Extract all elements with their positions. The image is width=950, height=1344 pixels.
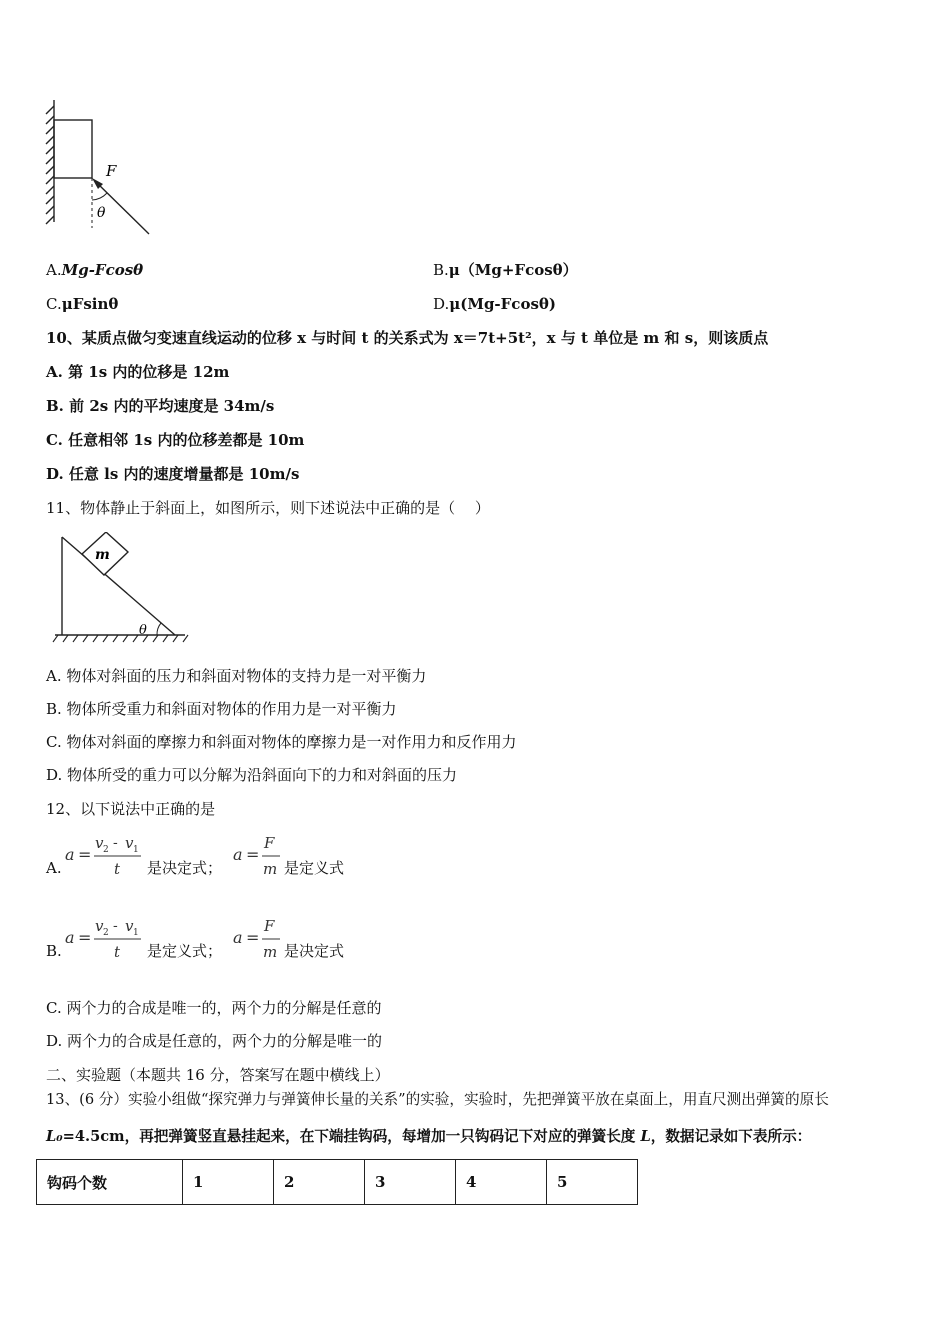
- q10-stem: 10、某质点做匀变速直线运动的位移 x 与时间 t 的关系式为 x＝7t+5t²，x 与 t 单位是 m 和 s，则该质点: [46, 329, 769, 347]
- l0-symbol: L₀: [46, 1128, 63, 1145]
- num-v2: v: [95, 917, 104, 935]
- formula-lhs: a: [65, 928, 75, 947]
- option-text: μ（Mg+Fcosθ）: [448, 261, 578, 279]
- q9-option-d: [433, 294, 556, 314]
- q12-stem: 12、以下说法中正确的是: [46, 800, 216, 818]
- num-f: F: [264, 917, 275, 935]
- mass-label: m: [95, 547, 110, 563]
- q11-option-d: D. 物体所受的重力可以分解为沿斜面向下的力和对斜面的压力: [46, 766, 458, 784]
- q12-option-b-letter: B.: [46, 942, 62, 960]
- option-text: μFsinθ: [61, 295, 119, 313]
- formula-lhs: a: [65, 845, 75, 864]
- option-letter: D.: [433, 295, 450, 313]
- formula-accel-velocity-a: [62, 832, 146, 880]
- block: [54, 120, 92, 178]
- minus: -: [113, 835, 118, 851]
- q12-option-a-letter: A.: [46, 859, 62, 877]
- den-m: m: [263, 943, 278, 961]
- table-cell: 3: [365, 1160, 456, 1205]
- angle-label: θ: [139, 623, 147, 638]
- table-cell: 1: [183, 1160, 274, 1205]
- den-t: t: [114, 860, 121, 878]
- num-v1: v: [125, 834, 134, 852]
- section-heading: 二、实验题（本题共 16 分，答案写在题中横线上）: [46, 1066, 390, 1084]
- table-cell: 5: [547, 1160, 638, 1205]
- option-text: Mg-Fcosθ: [61, 261, 144, 279]
- q9-figure: [40, 96, 160, 241]
- formula-eq: =: [246, 845, 260, 864]
- option-letter: A.: [46, 261, 62, 279]
- num-v2: v: [95, 834, 104, 852]
- formula-accel-velocity-b: [62, 915, 146, 963]
- angle-arc: [157, 623, 161, 635]
- q10-option-d: D. 任意 ls 内的速度增量都是 10m/s: [46, 465, 300, 483]
- den-m: m: [263, 860, 278, 878]
- formula-force-mass-a: [230, 832, 282, 880]
- force-label: F: [106, 162, 117, 180]
- formula-lhs: a: [233, 928, 243, 947]
- q12-option-c: C. 两个力的合成是唯一的，两个力的分解是任意的: [46, 999, 382, 1017]
- formula-force-mass-b: [230, 915, 282, 963]
- q10-option-a: A. 第 1s 内的位移是 12m: [46, 363, 230, 381]
- q11-option-b: B. 物体所受重力和斜面对物体的作用力是一对平衡力: [46, 700, 397, 718]
- formula-lhs: a: [233, 845, 243, 864]
- q12-option-a-desc1: 是决定式；: [147, 859, 223, 877]
- option-letter: C.: [46, 295, 62, 313]
- q11-stem: 11、物体静止于斜面上，如图所示，则下述说法中正确的是（ ）: [46, 499, 490, 517]
- sub-2: 2: [103, 845, 109, 855]
- num-f: F: [264, 834, 275, 852]
- q12-option-b-desc1: 是定义式；: [147, 942, 223, 960]
- q9-option-b: [433, 260, 578, 280]
- wall: [46, 100, 54, 224]
- q12-option-b-desc2: 是决定式: [284, 942, 345, 960]
- l-symbol: L: [635, 1128, 651, 1145]
- q13-line2-text: =4.5cm，再把弹簧竖直悬挂起来，在下端挂钩码，每增加一只钩码记下对应的弹簧长度: [62, 1128, 636, 1145]
- q11-option-a: A. 物体对斜面的压力和斜面对物体的支持力是一对平衡力: [46, 667, 427, 685]
- option-letter: B.: [433, 261, 449, 279]
- q11-figure: [50, 532, 192, 647]
- sub-1: 1: [133, 928, 139, 938]
- ground-hatching: [53, 635, 188, 642]
- formula-eq: =: [246, 928, 260, 947]
- sub-2: 2: [103, 928, 109, 938]
- table-row: [37, 1160, 638, 1205]
- data-table: [36, 1159, 638, 1205]
- angle-arc: [92, 193, 107, 200]
- q10-option-b: B. 前 2s 内的平均速度是 34m/s: [46, 397, 275, 415]
- table-header-cell: 钩码个数: [37, 1160, 183, 1205]
- q10-option-c: C. 任意相邻 1s 内的位移差都是 10m: [46, 431, 305, 449]
- q13-line2: [46, 1127, 811, 1147]
- sub-1: 1: [133, 845, 139, 855]
- den-t: t: [114, 943, 121, 961]
- q9-option-a: [46, 260, 143, 280]
- q13-line2-end: ，数据记录如下表所示：: [650, 1128, 812, 1145]
- q9-option-c: [46, 294, 118, 314]
- q11-option-c: C. 物体对斜面的摩擦力和斜面对物体的摩擦力是一对作用力和反作用力: [46, 733, 517, 751]
- q13-line1: 13、(6 分）实验小组做“探究弹力与弹簧伸长量的关系”的实验，实验时，先把弹簧平放在桌面上，用直尺测出弹簧的原长: [46, 1091, 829, 1108]
- num-v1: v: [125, 917, 134, 935]
- formula-eq: =: [78, 845, 92, 864]
- formula-eq: =: [78, 928, 92, 947]
- option-text: μ(Mg-Fcosθ): [449, 295, 556, 313]
- minus: -: [113, 918, 118, 934]
- q12-option-d: D. 两个力的合成是任意的，两个力的分解是唯一的: [46, 1032, 383, 1050]
- table-cell: 2: [274, 1160, 365, 1205]
- q12-option-a-desc2: 是定义式: [284, 859, 345, 877]
- angle-label: θ: [97, 205, 106, 221]
- table-cell: 4: [456, 1160, 547, 1205]
